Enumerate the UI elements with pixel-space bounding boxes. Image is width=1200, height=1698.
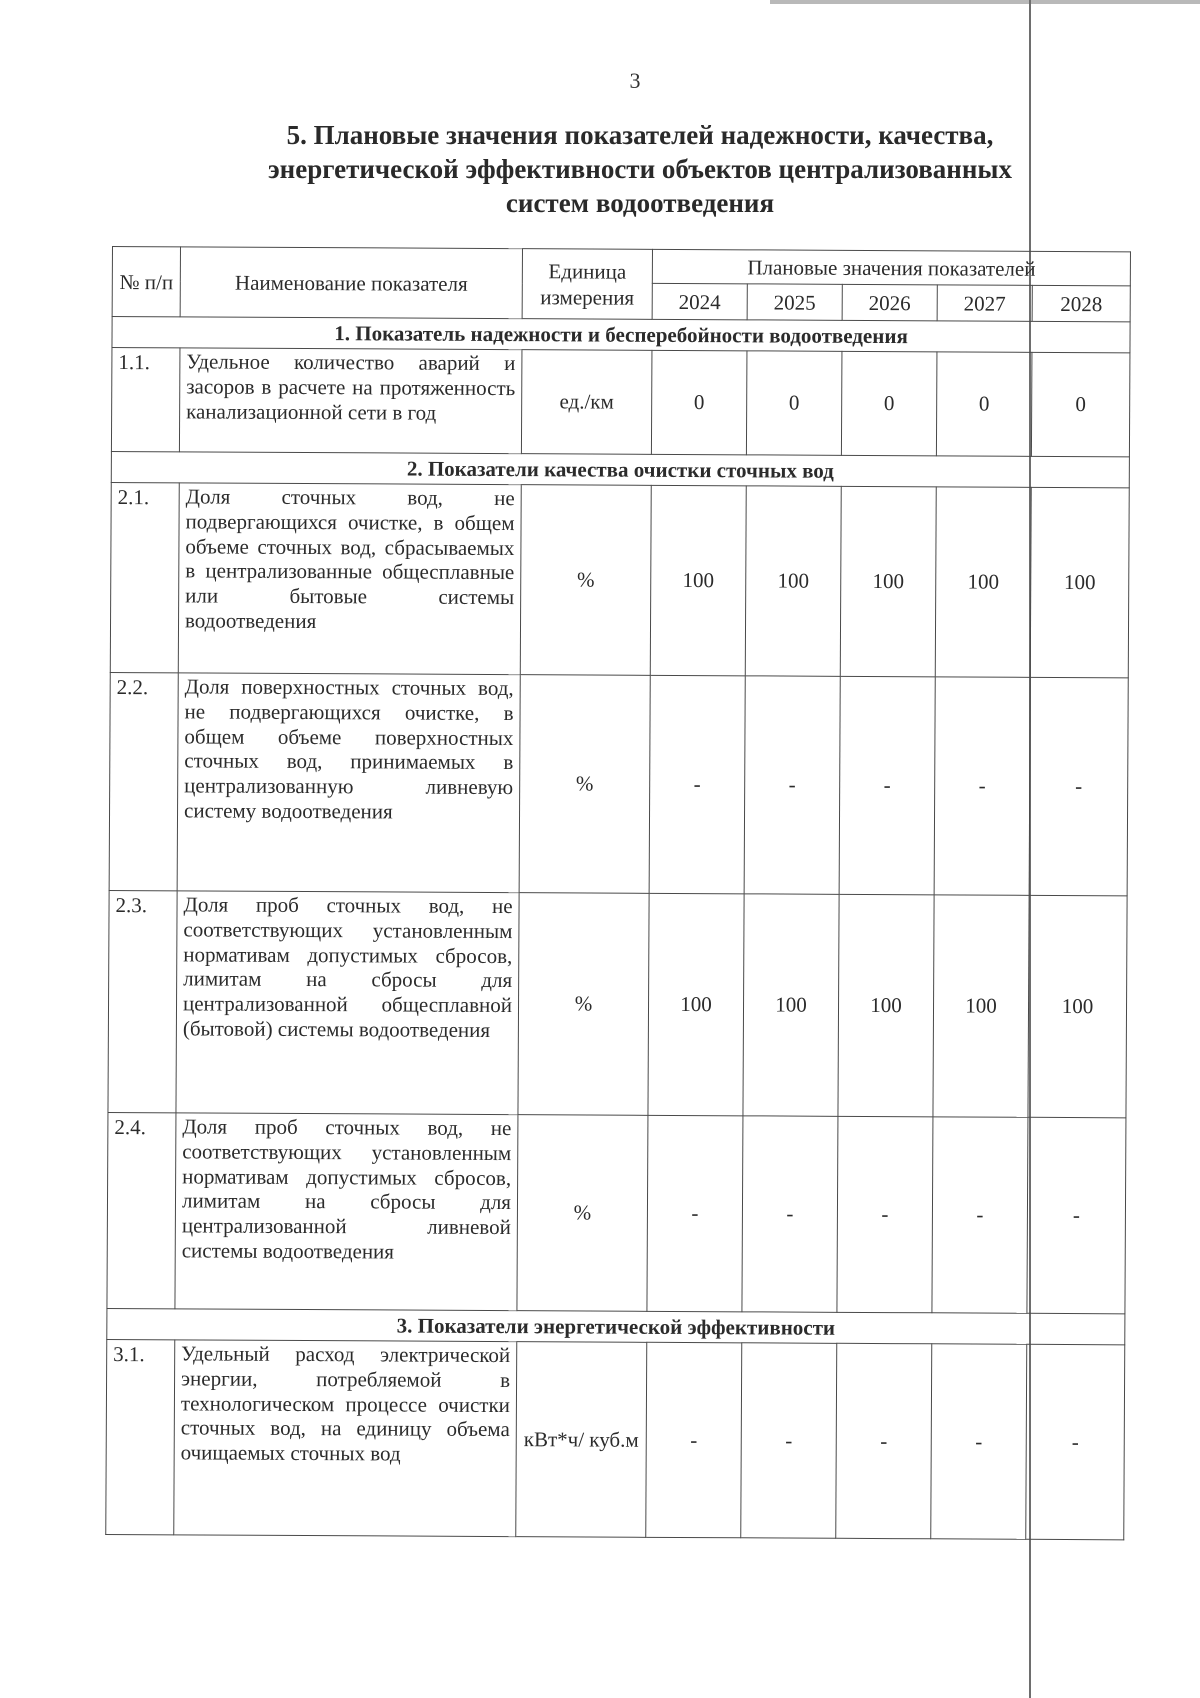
row-number: 2.2.	[109, 672, 178, 890]
header-year: 2025	[747, 284, 842, 320]
row-unit: ед./км	[521, 350, 652, 455]
row-value: -	[741, 1343, 837, 1538]
row-value: -	[1027, 1117, 1126, 1314]
title-line: 5. Плановые значения показателей надежности, качества,	[286, 120, 994, 150]
row-value: -	[1026, 1344, 1125, 1540]
table-row	[110, 482, 1129, 677]
row-number: 2.4.	[107, 1112, 176, 1308]
header-year: 2026	[842, 284, 937, 320]
row-value: 100	[1028, 895, 1127, 1118]
row-value: 100	[840, 486, 936, 676]
header-year: 2028	[1032, 285, 1130, 322]
table-row	[108, 890, 1127, 1117]
table-row	[106, 1339, 1125, 1539]
row-unit: %	[520, 485, 651, 676]
row-value: 100	[648, 893, 744, 1115]
header-number: № п/п	[112, 247, 180, 317]
row-value: -	[744, 676, 840, 894]
row-value: -	[836, 1343, 932, 1538]
row-value: -	[839, 676, 935, 894]
header-row	[112, 247, 1130, 286]
row-value: 0	[1031, 352, 1130, 457]
row-value: 0	[936, 352, 1032, 456]
row-value: 100	[1030, 487, 1129, 678]
section-title: 2. Показатели качества очистки сточных вод	[111, 451, 1129, 487]
row-value: -	[1029, 677, 1128, 896]
scan-top-edge	[770, 0, 1200, 4]
document-title	[200, 118, 1080, 220]
row-value: -	[742, 1116, 838, 1312]
row-value: -	[837, 1116, 933, 1312]
header-plan-group: Плановые значения показателей	[652, 249, 1130, 286]
page-number: 3	[629, 68, 641, 93]
table-row	[107, 1112, 1126, 1313]
row-number: 3.1.	[106, 1339, 175, 1534]
row-name: Доля проб сточных вод, не соответствующих установленным нормативам допустимых сбросов, лимитам на сбросы для централизованной общесплавной (бытовой) системы водоотведения	[176, 891, 519, 1115]
row-number: 2.1.	[110, 482, 179, 672]
section-title: 1. Показатель надежности и бесперебойности водоотведения	[112, 317, 1130, 353]
row-value: 100	[838, 894, 934, 1116]
row-value: 100	[743, 894, 839, 1116]
row-name: Доля проб сточных вод, не соответствующих установленным нормативам допустимых сбросов, лимитам на сбросы для централизованной ливневой системы водоотведения	[175, 1113, 518, 1311]
table-row	[111, 348, 1130, 457]
row-number: 2.3.	[108, 890, 177, 1112]
title-line: систем водоотведения	[505, 188, 775, 218]
header-unit: Единица измерения	[522, 249, 652, 320]
row-value: -	[931, 1344, 1027, 1539]
header-year: 2024	[652, 283, 747, 319]
row-value: -	[932, 1117, 1028, 1313]
row-unit: %	[517, 1115, 648, 1312]
row-value: -	[647, 1115, 743, 1311]
row-value: 100	[650, 485, 746, 675]
row-unit: кВт*ч/ куб.м	[516, 1342, 647, 1538]
indicators-table	[105, 246, 1131, 1540]
row-value: 0	[841, 351, 937, 455]
row-value: 100	[933, 895, 1029, 1117]
header-year: 2027	[937, 285, 1032, 321]
row-value: 100	[745, 486, 841, 676]
row-value: -	[646, 1342, 742, 1537]
table-row	[109, 672, 1128, 895]
row-value: -	[649, 675, 745, 893]
row-value: 100	[935, 487, 1031, 677]
row-name: Удельный расход электрической энергии, потребляемой в технологическом процессе очистки сточных вод, на единицу объема очищаемых сточных вод	[174, 1340, 517, 1537]
row-name: Доля сточных вод, не подвергающихся очистке, в общем объеме сточных вод, сбрасываемых в централизованные общесплавные или бытовые системы водоотведения	[178, 483, 521, 675]
row-value: 0	[651, 350, 747, 454]
row-name: Удельное количество аварий и засоров в расчете на протяженность канализационной сети в год	[179, 348, 522, 454]
title-line: энергетической эффективности объектов централизованных	[267, 154, 1012, 184]
section-title: 3. Показатели энергетической эффективности	[107, 1308, 1125, 1344]
row-value: 0	[746, 351, 842, 455]
row-value: -	[934, 677, 1030, 895]
header-name: Наименование показателя	[180, 247, 522, 319]
row-name: Доля поверхностных сточных вод, не подвергающихся очистке, в общем объеме поверхностных сточных вод, принимаемых в централизованную ливневую систему водоотведения	[177, 673, 520, 893]
row-unit: %	[519, 675, 650, 894]
row-number: 1.1.	[111, 348, 180, 452]
row-unit: %	[518, 893, 649, 1116]
